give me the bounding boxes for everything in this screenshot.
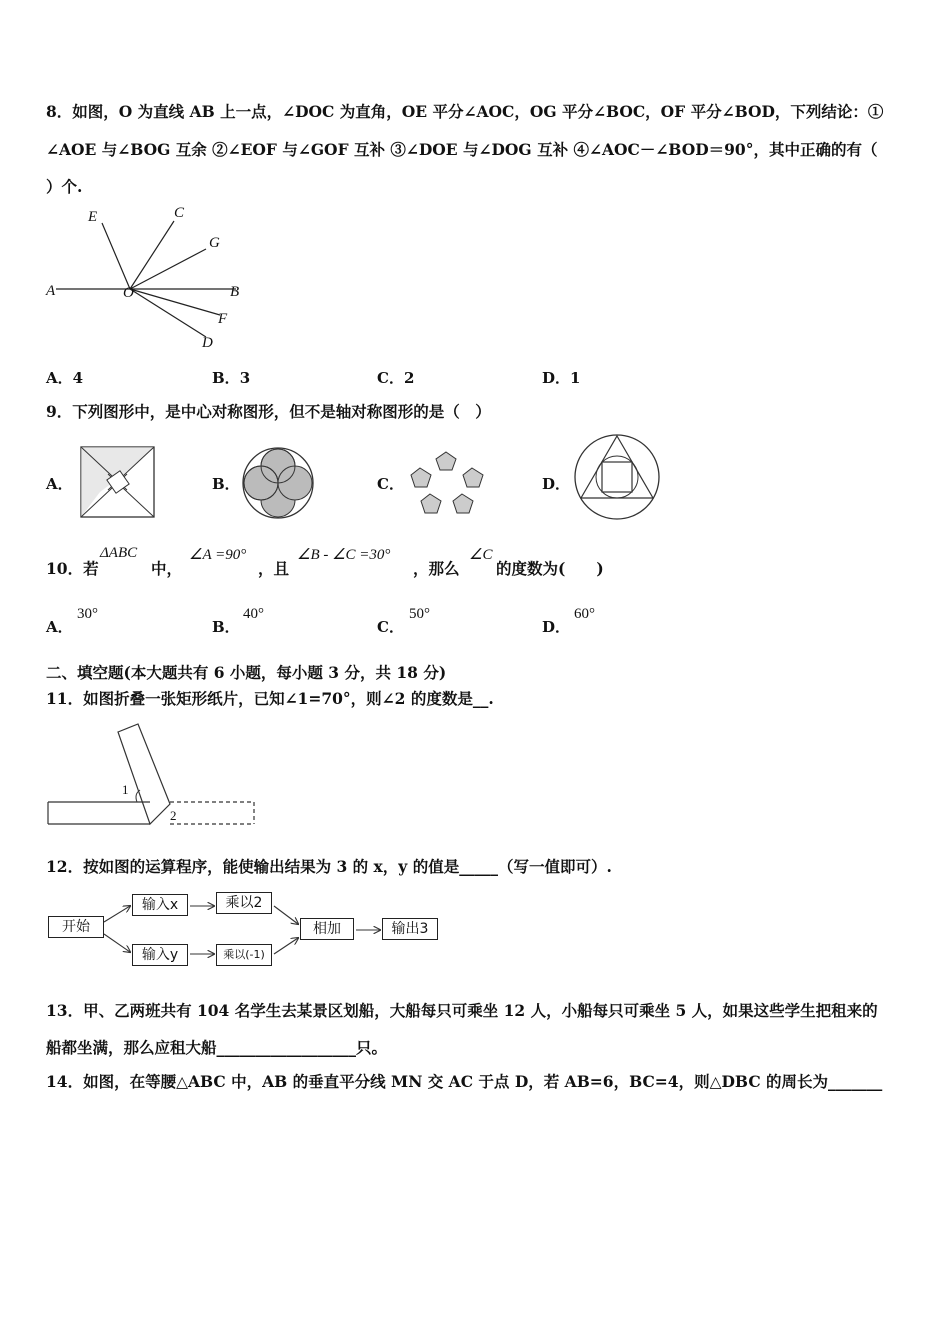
q11-folded-strip-diagram	[46, 722, 262, 830]
q8-angle-diagram	[40, 205, 260, 355]
q10-angle-c: ∠C	[469, 547, 493, 563]
flow-times-2-box: 乘以2	[216, 892, 272, 914]
q14-text: 14．如图，在等腰△ABC 中，AB 的垂直平分线 MN 交 AC 于点 D，若 AB=6，BC=4，则△DBC 的周长为_______	[46, 1072, 883, 1091]
q10-mid1: 中，	[151, 559, 183, 578]
flow-input-x-box: 输入x	[132, 894, 188, 916]
five-pentagons-icon	[404, 446, 488, 520]
q8-label-a: A	[46, 283, 56, 299]
q10-mid3: ，那么	[413, 559, 460, 578]
q8-option-a: A．4	[46, 369, 84, 387]
q12-flowchart	[46, 888, 446, 972]
q13-text-line1: 13．甲、乙两班共有 104 名学生去某景区划船，大船每只可乘坐 12 人，小船每只可乘坐 5 人，如果这些学生把租来的	[46, 1001, 878, 1020]
q11-angle-2-label: 2	[170, 808, 177, 823]
q9-text: 9．下列图形中，是中心对称图形，但不是轴对称图形的是（ ）	[46, 402, 491, 421]
q11-angle-1-label: 1	[122, 782, 129, 797]
q10-cond1: ∠A =90°	[189, 547, 247, 563]
q10-option-d-value: 60°	[574, 606, 595, 622]
q13-text-line2: 船都坐满，那么应租大船__________________只。	[46, 1038, 388, 1057]
q8-option-d: D．1	[542, 369, 581, 387]
q8-option-b: B．3	[212, 369, 251, 387]
q8-label-f: F	[218, 311, 228, 327]
q8-text-line1: 8．如图，O 为直线 AB 上一点，∠DOC 为直角，OE 平分∠AOC，OG 平分∠BOC，OF 平分∠BOD，下列结论：①	[46, 102, 884, 121]
q8-label-c: C	[174, 205, 185, 221]
flow-add-box: 相加	[300, 918, 354, 940]
flow-start-box: 开始	[48, 916, 104, 938]
four-petal-circle-icon	[240, 446, 316, 520]
q10-option-d-label: D．	[542, 618, 571, 636]
q8-label-e: E	[88, 209, 98, 225]
q10-mid2: ，且	[258, 559, 290, 578]
section2-title: 二、填空题(本大题共有 6 小题，每小题 3 分，共 18 分)	[46, 663, 447, 682]
q8-label-o: O	[123, 285, 134, 301]
q10-option-b-label: B．	[212, 618, 240, 636]
q8-figure	[40, 205, 260, 355]
flow-output-box: 输出3	[382, 918, 438, 940]
q8-text-line2: ∠AOE 与∠BOG 互余 ②∠EOF 与∠GOF 互补 ③∠DOE 与∠DOG 互补 ④∠AOC－∠BOD＝90°，其中正确的有（	[46, 140, 878, 159]
q9-option-c-label: C．	[377, 475, 404, 493]
square-pinwheel-icon	[80, 446, 156, 518]
q10-suffix: 的度数为( )	[496, 559, 604, 578]
q10-option-c-label: C．	[377, 618, 404, 636]
q8-label-d: D	[202, 335, 213, 351]
circle-triangle-square-icon	[573, 434, 661, 520]
q10-prefix: 10．若	[46, 559, 99, 578]
q8-label-b: B	[230, 284, 240, 300]
q8-label-g: G	[209, 235, 220, 251]
flow-input-y-box: 输入y	[132, 944, 188, 966]
q11-text: 11．如图折叠一张矩形纸片，已知∠1=70°，则∠2 的度数是__.	[46, 689, 494, 708]
q10-cond2: ∠B - ∠C =30°	[297, 547, 391, 563]
flow-times-neg1-box: 乘以(-1)	[216, 944, 272, 966]
q8-option-c: C．2	[377, 369, 415, 387]
q11-figure	[46, 722, 262, 830]
q9-option-b-label: B．	[212, 475, 240, 493]
q12-text: 12．按如图的运算程序，能使输出结果为 3 的 x，y 的值是_____（写一值即可）.	[46, 857, 612, 876]
q8-text-line3: ）个.	[46, 177, 83, 196]
q10-abc: ΔABC	[100, 545, 138, 561]
q9-option-a-label: A．	[46, 475, 73, 493]
q10-option-a-label: A．	[46, 618, 73, 636]
q9-option-d-label: D．	[542, 475, 571, 493]
q10-option-b-value: 40°	[243, 606, 264, 622]
q10-option-a-value: 30°	[77, 606, 98, 622]
q10-option-c-value: 50°	[409, 606, 430, 622]
